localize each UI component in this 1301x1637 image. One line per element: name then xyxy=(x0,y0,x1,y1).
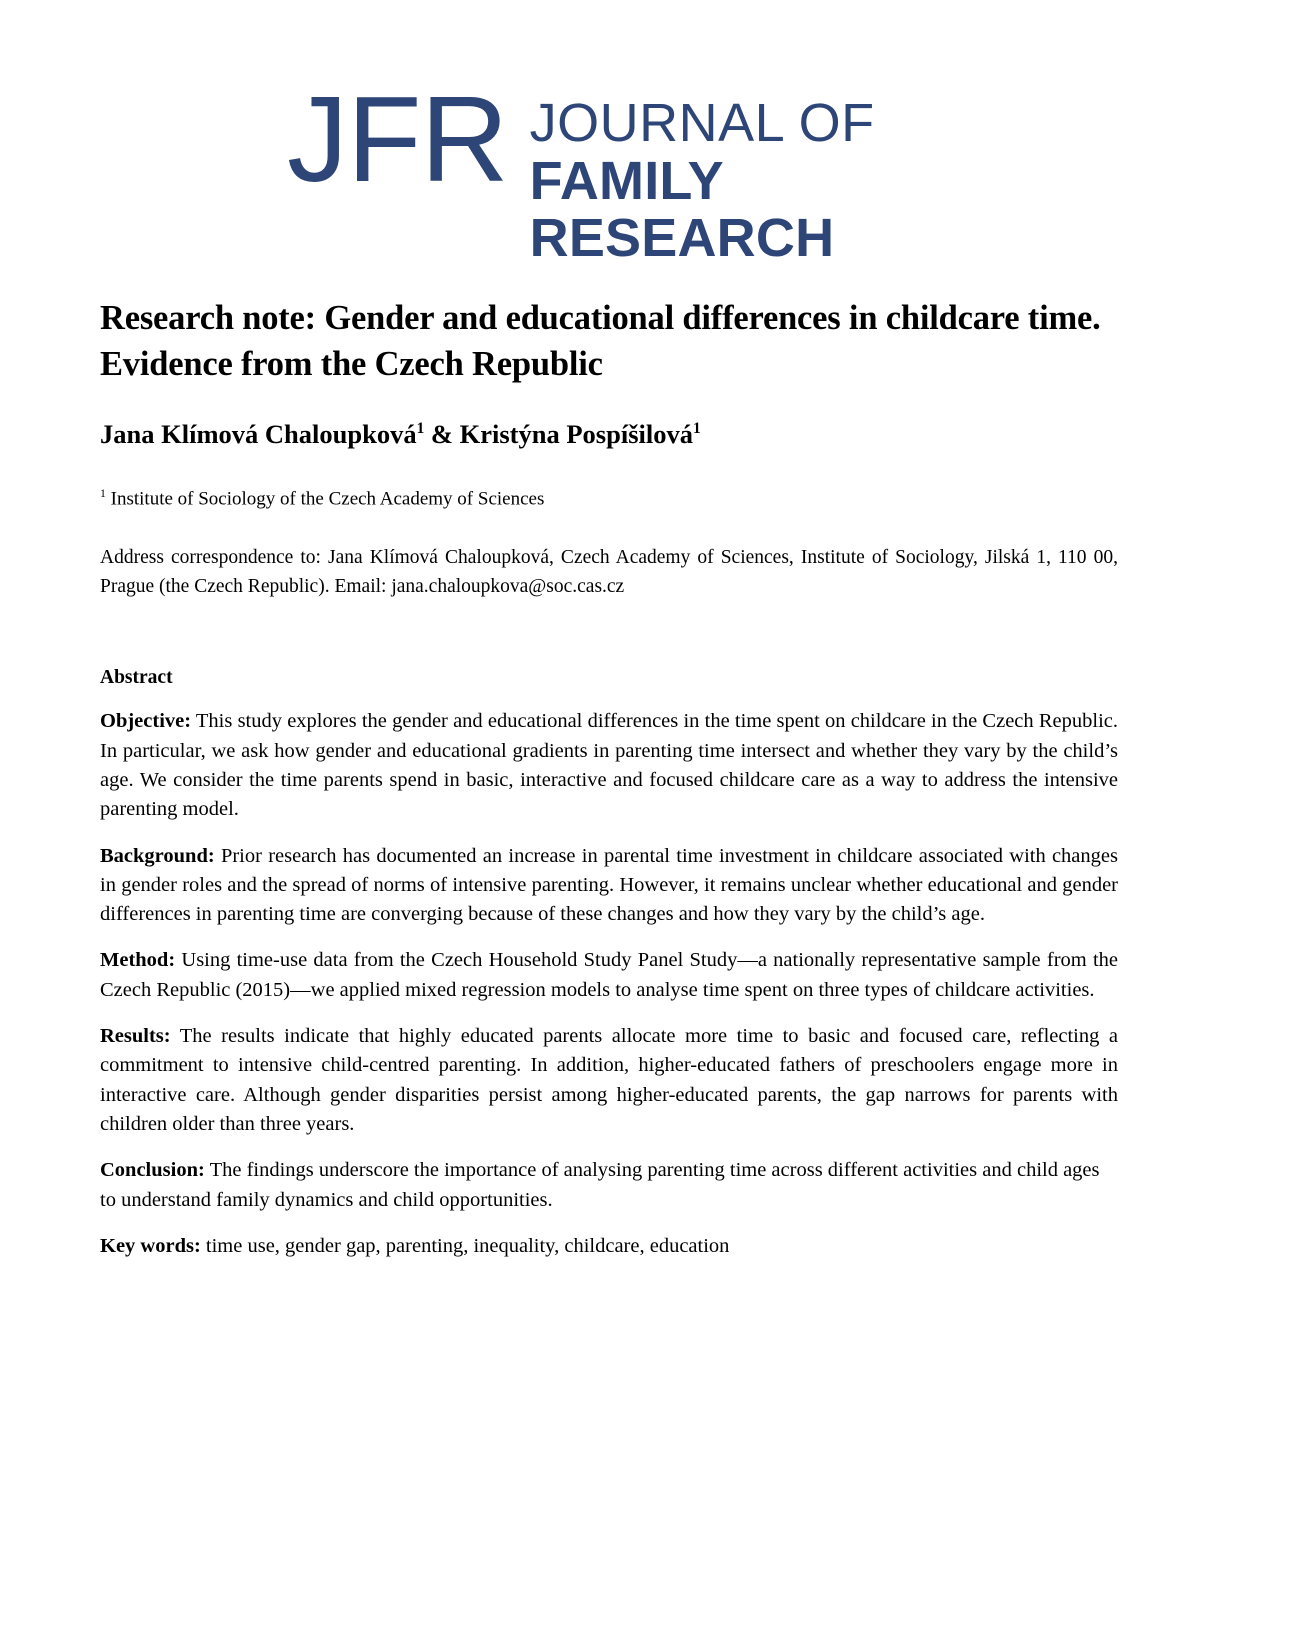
correspondence-note: Address correspondence to: Jana Klímová Chaloupková, Czech Academy of Sciences, Institute of Sociology, Jilská 1, 110 00, Prague (the Czech Republic). Email: jana.chaloupkova@soc.cas.cz xyxy=(100,546,1118,598)
keywords-text: time use, gender gap, parenting, inequality, childcare, education xyxy=(200,1234,730,1257)
affiliation-line xyxy=(100,485,1118,513)
abstract-section-label: Conclusion: xyxy=(100,1159,205,1182)
author-2-affiliation-marker: 1 xyxy=(693,419,701,437)
abstract-section-label: Results: xyxy=(100,1025,171,1048)
journal-masthead xyxy=(287,71,947,269)
author-2-name: Kristýna Pospíšilová xyxy=(459,418,694,449)
journal-name-block xyxy=(530,86,947,268)
page-title: Research note: Gender and educational differences in childcare time. Evidence from the Czech Republic xyxy=(100,299,1101,383)
abstract-section-text: The results indicate that highly educated parents allocate more time to basic and focused care, reflecting a commitment to intensive child-centred parenting. In addition, higher-educated fathers of preschoolers engage more in interactive care. Although gender disparities persist among higher-educated parents, the gap narrows for parents with children older than three years. xyxy=(100,1025,1118,1136)
journal-name-line2: FAMILY RESEARCH xyxy=(529,151,835,269)
abstract-section-text: This study explores the gender and educational differences in the time spent on childcare in the Czech Republic. In particular, we ask how gender and educational gradients in parenting time intersect and whether they vary by the child’s age. We consider the time parents spend in basic, interactive and focused childcare care as a way to address the intensive parenting model. xyxy=(100,710,1118,821)
abstract-section xyxy=(100,707,1118,824)
abstract-section xyxy=(100,1022,1118,1139)
jfr-logo-icon: JFR xyxy=(287,71,508,207)
abstract-section-label: Method: xyxy=(100,949,176,972)
affiliation-marker: 1 xyxy=(100,486,106,500)
abstract-section-text: Prior research has documented an increase in parental time investment in childcare associated with changes in gender roles and the spread of norms of intensive parenting. However, it remains unclear whether educational and gender differences in parenting time are converging because of these changes and how they vary by the child’s age. xyxy=(100,844,1118,926)
abstract-section-text: Using time-use data from the Czech Household Study Panel Study—a nationally representative sample from the Czech Republic (2015)—we applied mixed regression models to analyse time spent on three types of childcare activities. xyxy=(100,949,1118,1001)
abstract-section xyxy=(100,946,1118,1005)
journal-name-line1: JOURNAL OF xyxy=(529,93,875,153)
author-1-name: Jana Klímová Chaloupková xyxy=(100,418,417,449)
abstract-section-text: The findings underscore the importance of analysing parenting time across different activities and child ages to understand family dynamics and child opportunities. xyxy=(100,1159,1100,1211)
abstract-heading: Abstract xyxy=(100,667,173,688)
author-list xyxy=(100,418,1118,451)
author-separator: & xyxy=(424,418,460,449)
author-1-affiliation-marker: 1 xyxy=(416,419,425,437)
keywords-label: Key words: xyxy=(100,1234,201,1257)
article-content xyxy=(100,296,1118,1261)
keywords-line xyxy=(100,1232,1118,1261)
affiliation-text: Institute of Sociology of the Czech Academy of Sciences xyxy=(105,488,545,510)
abstract-section-label: Objective: xyxy=(100,710,192,733)
abstract-section-label: Background: xyxy=(100,844,215,867)
abstract-section xyxy=(100,842,1118,930)
abstract-section xyxy=(100,1156,1118,1215)
